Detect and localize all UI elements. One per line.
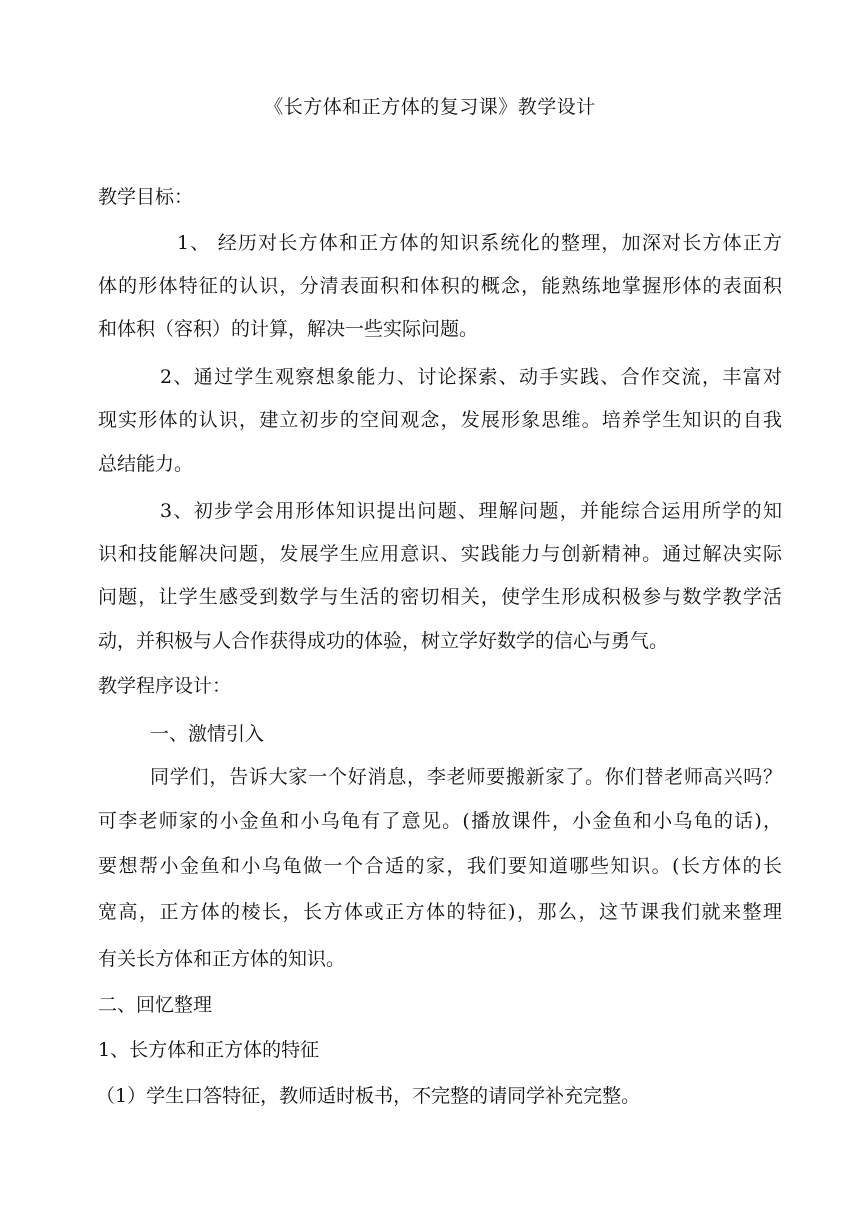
section1-line1: 同学们，告诉大家一个好消息，李老师要搬新家了。你们替老师高兴吗？ bbox=[150, 766, 782, 788]
goal1-line1: 1、 经历对长方体和正方体的知识系统化的整理，加深对长方体正方 bbox=[177, 232, 782, 254]
document-title: 《长方体和正方体的复习课》教学设计 bbox=[264, 96, 596, 118]
goal2-line2: 现实形体的认识，建立初步的空间观念，发展形象思维。培养学生知识的自我 bbox=[98, 409, 782, 431]
goal2-line1: 2、通过学生观察想象能力、讨论探索、动手实践、合作交流，丰富对 bbox=[160, 366, 782, 388]
goal3-line2: 识和技能解决问题，发展学生应用意识、实践能力与创新精神。通过解决实际 bbox=[98, 543, 782, 565]
section1-line2: 可李老师家的小金鱼和小乌龟有了意见。(播放课件，小金鱼和小乌龟的话)， bbox=[98, 810, 782, 832]
section1-line4: 宽高，正方体的棱长，长方体或正方体的特征)，那么，这节课我们就来整理 bbox=[98, 901, 782, 923]
procedure-heading: 教学程序设计： bbox=[98, 675, 232, 697]
section1-heading: 一、激情引入 bbox=[150, 723, 265, 745]
subsection1-heading: 1、长方体和正方体的特征 bbox=[98, 1039, 320, 1061]
section1-line3: 要想帮小金鱼和小乌龟做一个合适的家，我们要知道哪些知识。(长方体的长 bbox=[98, 855, 782, 877]
goal3-line4: 动，并积极与人合作获得成功的体验，树立学好数学的信心与勇气。 bbox=[98, 630, 669, 652]
goal3-line3: 问题，让学生感受到数学与生活的密切相关，使学生形成积极参与数学教学活 bbox=[98, 586, 782, 608]
goals-heading: 教学目标： bbox=[98, 186, 194, 208]
goal1-line3: 和体积（容积）的计算，解决一些实际问题。 bbox=[98, 318, 479, 340]
goal3-line1: 3、初步学会用形体知识提出问题、理解问题，并能综合运用所学的知 bbox=[160, 500, 782, 522]
goal2-line3: 总结能力。 bbox=[98, 453, 194, 475]
goal1-line2: 体的形体特征的认识，分清表面积和体积的概念，能熟练地掌握形体的表面积 bbox=[98, 275, 782, 297]
subsection1-item1: （1）学生口答特征，教师适时板书，不完整的请同学补充完整。 bbox=[96, 1085, 641, 1107]
section2-heading: 二、回忆整理 bbox=[98, 994, 213, 1016]
section1-line5: 有关长方体和正方体的知识。 bbox=[98, 948, 346, 970]
